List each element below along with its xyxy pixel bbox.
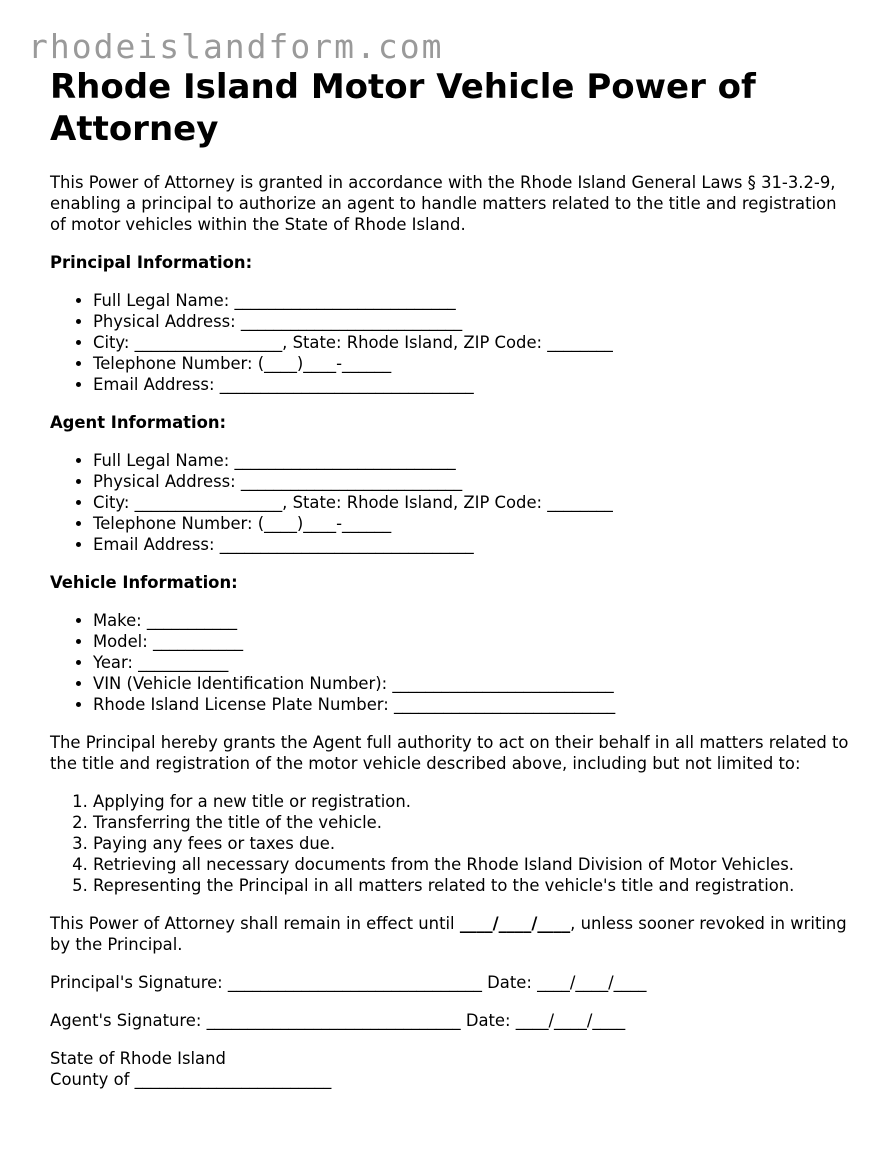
power-item: 4. Retrieving all necessary documents from the Rhode Island Division of Motor Vehicles. <box>93 854 850 875</box>
document <box>50 66 850 1107</box>
effect-date-blank: ____/____/____ <box>459 914 571 933</box>
power-item: 3. Paying any fees or taxes due. <box>93 833 850 854</box>
principal-heading: Principal Information: <box>50 253 253 272</box>
agent-phone: • Telephone Number: (____)____-______ <box>93 513 850 534</box>
vehicle-list <box>50 610 850 715</box>
grant-paragraph: The Principal hereby grants the Agent full authority to act on their behalf in all matters related to the title and registration of the motor vehicle described above, including but not limited to: <box>50 733 849 773</box>
vehicle-year: • Year: ___________ <box>93 652 850 673</box>
powers-list <box>50 791 850 896</box>
notary-county: County of ________________________ <box>50 1070 332 1089</box>
agent-signature-line: Agent's Signature: _______________________________ Date: ____/____/____ <box>50 1011 626 1030</box>
principal-phone: • Telephone Number: (____)____-______ <box>93 353 850 374</box>
notary-block <box>50 1048 850 1090</box>
principal-address: • Physical Address: ___________________________ <box>93 311 850 332</box>
effect-prefix: This Power of Attorney shall remain in effect until <box>50 914 460 933</box>
vehicle-plate: • Rhode Island License Plate Number: ___________________________ <box>93 694 850 715</box>
power-item: 1. Applying for a new title or registration. <box>93 791 850 812</box>
agent-email: • Email Address: _______________________________ <box>93 534 850 555</box>
vehicle-make: • Make: ___________ <box>93 610 850 631</box>
agent-address: • Physical Address: ___________________________ <box>93 471 850 492</box>
principal-full-name: • Full Legal Name: ___________________________ <box>93 290 850 311</box>
vehicle-model: • Model: ___________ <box>93 631 850 652</box>
agent-city: • City: __________________, State: Rhode Island, ZIP Code: ________ <box>93 492 850 513</box>
effect-paragraph <box>50 913 850 955</box>
agent-full-name: • Full Legal Name: ___________________________ <box>93 450 850 471</box>
intro-paragraph: This Power of Attorney is granted in accordance with the Rhode Island General Laws § 31-3.2-9, enabling a principal to authorize an agent to handle matters related to the title and registration of motor vehicles within the State of Rhode Island. <box>50 173 837 234</box>
principal-signature-line: Principal's Signature: _______________________________ Date: ____/____/____ <box>50 973 647 992</box>
notary-state: State of Rhode Island <box>50 1049 226 1068</box>
power-item: 2. Transferring the title of the vehicle. <box>93 812 850 833</box>
vehicle-vin: • VIN (Vehicle Identification Number): ___________________________ <box>93 673 850 694</box>
effect-suffix: , unless sooner revoked in writing by the Principal. <box>50 914 847 954</box>
principal-list <box>50 290 850 395</box>
agent-list <box>50 450 850 555</box>
document-title: Rhode Island Motor Vehicle Power of Attorney <box>50 67 756 149</box>
watermark: rhodeislandform.com <box>28 27 444 66</box>
power-item: 5. Representing the Principal in all matters related to the vehicle's title and registration. <box>93 875 850 896</box>
agent-heading: Agent Information: <box>50 413 227 432</box>
principal-email: • Email Address: _______________________________ <box>93 374 850 395</box>
vehicle-heading: Vehicle Information: <box>50 573 238 592</box>
principal-city: • City: __________________, State: Rhode Island, ZIP Code: ________ <box>93 332 850 353</box>
